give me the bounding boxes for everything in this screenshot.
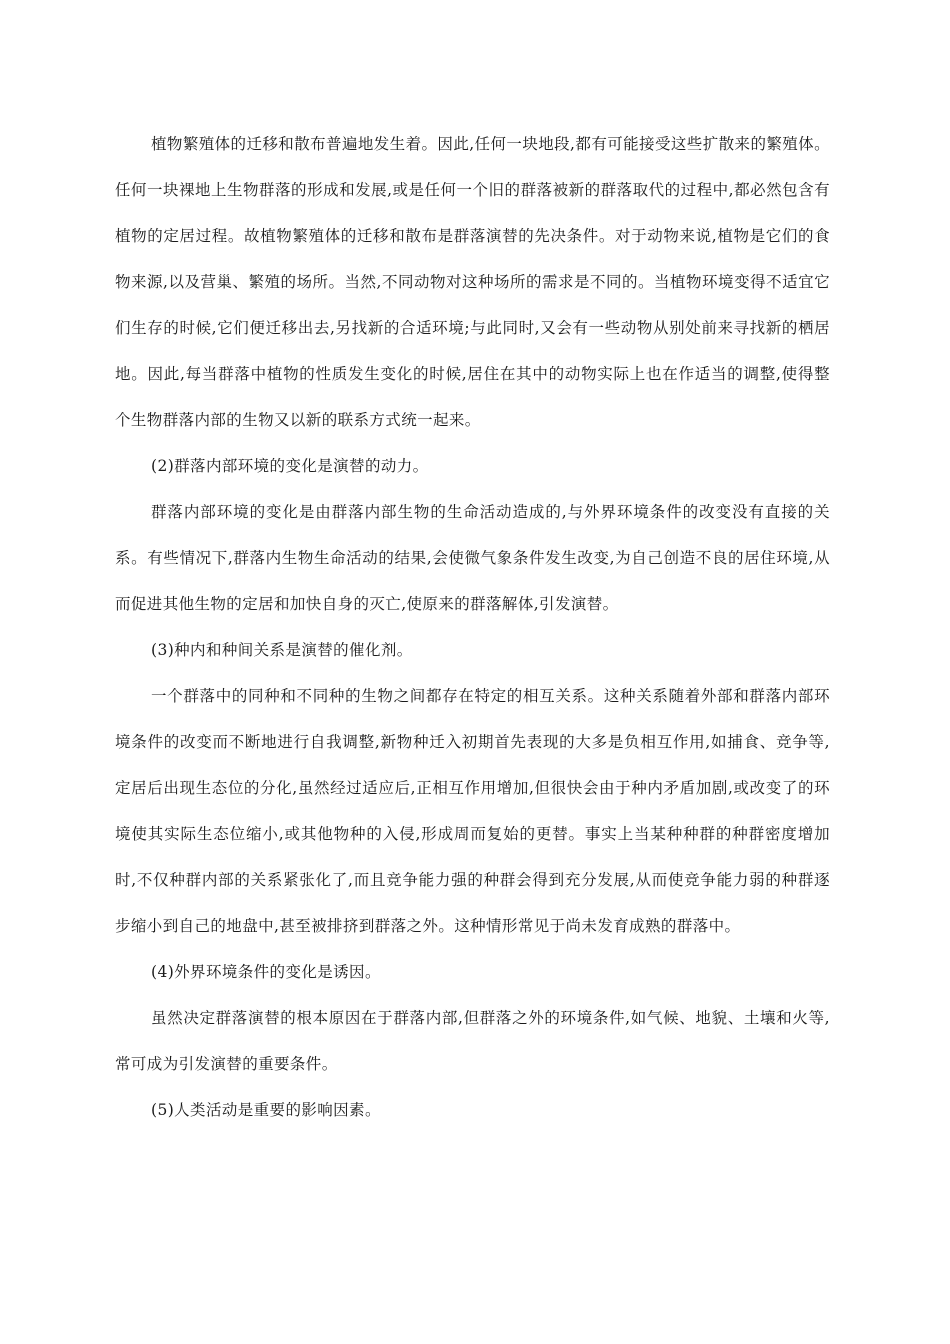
paragraph-external-conditions: 虽然决定群落演替的根本原因在于群落内部,但群落之外的环境条件,如气候、地貌、土壤和火等,常可成为引发演替的重要条件。 <box>115 1009 830 1073</box>
document-body <box>115 121 830 1133</box>
paragraph-internal-environment: 群落内部环境的变化是由群落内部生物的生命活动造成的,与外界环境条件的改变没有直接的关系。有些情况下,群落内生物生命活动的结果,会使微气象条件发生改变,为自己创造不良的居住环境,从而促进其他生物的定居和加快自身的灭亡,使原来的群落解体,引发演替。 <box>115 503 830 613</box>
section-heading-2: (2)群落内部环境的变化是演替的动力。 <box>151 457 429 475</box>
section-heading-5: (5)人类活动是重要的影响因素。 <box>151 1101 381 1119</box>
section-heading-3: (3)种内和种间关系是演替的催化剂。 <box>151 641 413 659</box>
paragraph-propagule-migration: 植物繁殖体的迁移和散布普遍地发生着。因此,任何一块地段,都有可能接受这些扩散来的繁殖体。任何一块裸地上生物群落的形成和发展,或是任何一个旧的群落被新的群落取代的过程中,都必然包含有植物的定居过程。故植物繁殖体的迁移和散布是群落演替的先决条件。对于动物来说,植物是它们的食物来源,以及营巢、繁殖的场所。当然,不同动物对这种场所的需求是不同的。当植物环境变得不适宜它们生存的时候,它们便迁移出去,另找新的合适环境;与此同时,又会有一些动物从别处前来寻找新的栖居地。因此,每当群落中植物的性质发生变化的时候,居住在其中的动物实际上也在作适当的调整,使得整个生物群落内部的生物又以新的联系方式统一起来。 <box>115 135 830 429</box>
section-heading-4: (4)外界环境条件的变化是诱因。 <box>151 963 381 981</box>
paragraph-species-relations: 一个群落中的同种和不同种的生物之间都存在特定的相互关系。这种关系随着外部和群落内部环境条件的改变而不断地进行自我调整,新物种迁入初期首先表现的大多是负相互作用,如捕食、竞争等,定居后出现生态位的分化,虽然经过适应后,正相互作用增加,但很快会由于种内矛盾加剧,或改变了的环境使其实际生态位缩小,或其他物种的入侵,形成周而复始的更替。事实上当某种种群的种群密度增加时,不仅种群内部的关系紧张化了,而且竞争能力强的种群会得到充分发展,从而使竞争能力弱的种群逐步缩小到自己的地盘中,甚至被排挤到群落之外。这种情形常见于尚未发育成熟的群落中。 <box>115 687 830 935</box>
